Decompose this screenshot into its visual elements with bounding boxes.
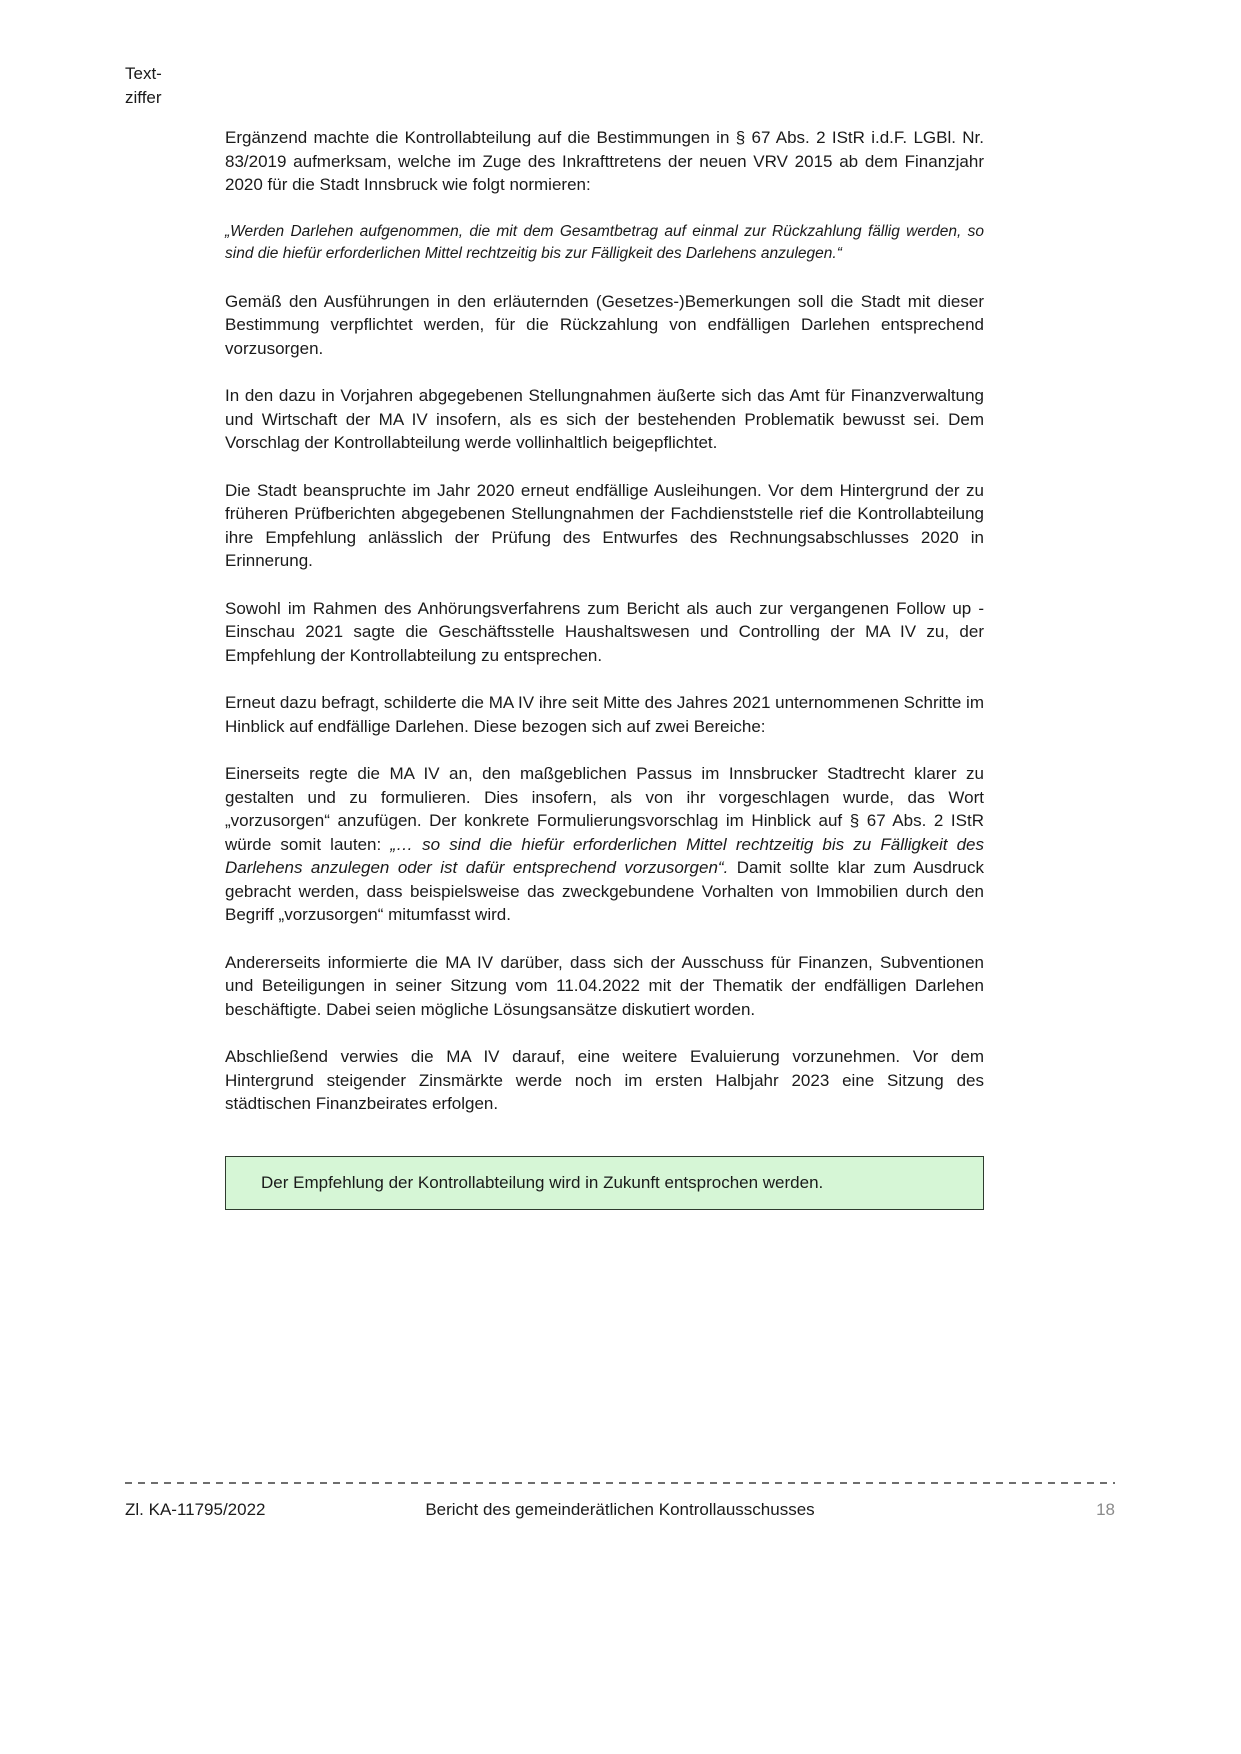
- footer-divider: [125, 1482, 1115, 1484]
- margin-label-line2: ziffer: [125, 88, 162, 107]
- paragraph-intro-istr: Ergänzend machte die Kontrollabteilung auf die Bestimmungen in § 67 Abs. 2 IStR i.d.F. LGBl. Nr. 83/2019 aufmerksam, welche im Zuge des Inkrafttretens der neuen VRV 2015 ab dem Finanzjahr 2020 für die Stadt Innsbruck wie folgt normieren:: [225, 128, 984, 194]
- paragraph-stellungnahmen-vorjahre: In den dazu in Vorjahren abgegebenen Stellungnahmen äußerte sich das Amt für Finanzverwaltung und Wirtschaft der MA IV insofern, als es sich der bestehenden Problematik bewusst sei. Dem Vorschlag der Kontrollabteilung werde vollinhaltlich beigepflichtet.: [225, 386, 984, 452]
- page-footer: [125, 1482, 1115, 1520]
- footer-document-title: Bericht des gemeinderätlichen Kontrollausschusses: [425, 1500, 815, 1519]
- paragraph-einerseits: [225, 762, 984, 927]
- recommendation-box: [225, 1156, 984, 1210]
- document-body: [225, 126, 984, 1210]
- paragraph-anhoerungsverfahren: Sowohl im Rahmen des Anhörungsverfahrens zum Bericht als auch zur vergangenen Follow up - Einschau 2021 sagte die Geschäftsstelle Haushaltswesen und Controlling der MA IV zu, der Empfehlung der Kontrollabteilung zu entsprechen.: [225, 598, 984, 665]
- paragraph-gesetzesbemerkungen: Gemäß den Ausführungen in den erläuternden (Gesetzes-)Bemerkungen soll die Stadt mit dieser Bestimmung verpflichtet werden, für die Rückzahlung von endfälligen Darlehen entsprechend vorzusorgen.: [225, 291, 984, 358]
- paragraph-andererseits: Andererseits informierte die MA IV darüber, dass sich der Ausschuss für Finanzen, Subventionen und Beteiligungen in seiner Sitzung vom 11.04.2022 mit der Thematik der endfälligen Darlehen beschäftigte. Dabei seien mögliche Lösungsansätze diskutiert worden.: [225, 952, 984, 1019]
- paragraph-abschliessend: Abschließend verwies die MA IV darauf, eine weitere Evaluierung vorzunehmen. Vor dem Hintergrund steigender Zinsmärkte werde noch im ersten Halbjahr 2023 eine Sitzung des städtischen Finanzbeirates erfolgen.: [225, 1047, 984, 1113]
- footer-reference-number: Zl. KA-11795/2022: [125, 1500, 266, 1519]
- paragraph-italic-quote-segment: „… so sind die hiefür erforderlichen Mittel rechtzeitig bis zu Fälligkeit des Darlehens anzulegen oder ist dafür entsprechend vorzusorgen“.: [225, 834, 984, 877]
- paragraph-ausleihungen-2020: Die Stadt beanspruchte im Jahr 2020 erneut endfällige Ausleihungen. Vor dem Hintergrund der zu früheren Prüfberichten abgegebenen Stellungnahmen der Fachdienststelle rief die Kontrollabteilung ihre Empfehlung anlässlich der Prüfung des Entwurfes des Rechnungsabschlusses 2020 in Erinnerung.: [225, 480, 984, 570]
- footer-row: [125, 1500, 1115, 1520]
- margin-label-line1: Text-: [125, 64, 162, 83]
- paragraph-text-segment: Damit sollte klar zum Ausdruck gebracht werden, dass beispielsweise das zweckgebundene Vorhalten von Immobilien durch den Begriff „vorzusorgen“ mitumfasst wird.: [225, 858, 984, 924]
- paragraph-erneut-befragt: Erneut dazu befragt, schilderte die MA IV ihre seit Mitte des Jahres 2021 unternommenen Schritte im Hinblick auf endfällige Darlehen. Diese bezogen sich auf zwei Bereiche:: [225, 693, 984, 736]
- paragraph-text-segment: Einerseits regte die MA IV an, den maßgeblichen Passus im Innsbrucker Stadtrecht klarer zu gestalten und zu formulieren. Dies insofern, als von ihr vorgeschlagen wurde, das Wort „vorzusorgen“ anzufügen. Der konkrete Formulierungsvorschlag im Hinblick auf § 67 Abs. 2 IStR würde somit lauten:: [225, 764, 984, 854]
- margin-label-textziffer: [125, 62, 162, 110]
- recommendation-text: Der Empfehlung der Kontrollabteilung wird in Zukunft entsprochen werden.: [261, 1173, 824, 1192]
- footer-page-number: 18: [1096, 1500, 1115, 1519]
- legal-quote: „Werden Darlehen aufgenommen, die mit dem Gesamtbetrag auf einmal zur Rückzahlung fällig werden, so sind die hiefür erforderlichen Mittel rechtzeitig bis zur Fälligkeit des Darlehens anzulegen.“: [225, 222, 984, 262]
